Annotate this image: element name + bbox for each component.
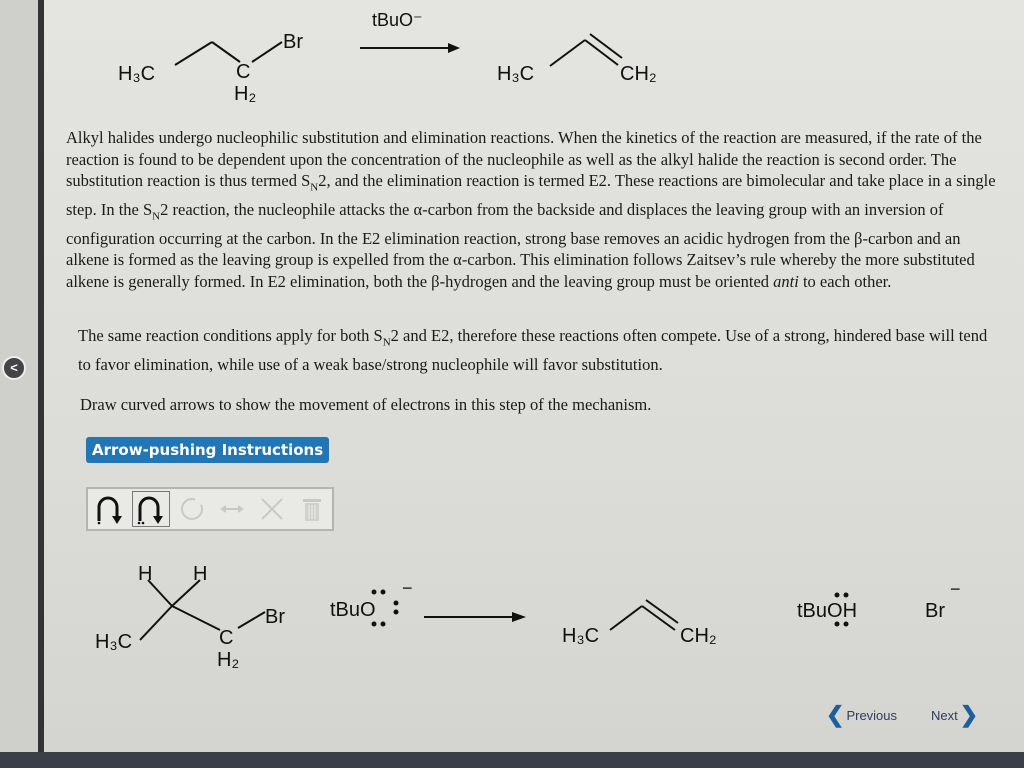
previous-button[interactable]: [826, 702, 897, 728]
double-bond: [590, 34, 622, 58]
negative-charge: −: [950, 579, 961, 599]
product-methyl-label: H₃C: [497, 63, 535, 85]
emphasis: anti: [773, 271, 799, 291]
single-electron-arrow-tool[interactable]: [92, 492, 128, 526]
carbon-h-label: H₂: [234, 83, 257, 105]
carbon-label: C: [236, 61, 251, 83]
product-ch2-label: CH₂: [680, 625, 717, 647]
text: The same reaction conditions apply for both S: [78, 326, 383, 345]
reagent-label: tBuO⁻: [372, 10, 423, 30]
next-button[interactable]: [931, 702, 978, 728]
methyl-label: H₃C: [118, 63, 156, 85]
text: 2 reaction, the nucleophile attacks the α-carbon from the backside and displaces the leaving group with an inversion of configuration occurring at the carbon. In the E2 elimination reaction, strong base removes an acidic hydrogen from the β-carbon and an alkene is formed as the leaving group is expelled from the α-carbon. This elimination follows Zaitsev’s rule whereby the more substituted alkene is generally formed. In E2 elimination, both the β-hydrogen and the leaving group must be oriented: [66, 199, 975, 291]
text: to each other.: [798, 271, 892, 291]
text: 2, and the elimination reaction is termed E2. These reactions are bimolecular and take place in a single step. In the S: [66, 171, 996, 219]
chevron-left-icon: ❮: [826, 702, 845, 727]
subscript: N: [382, 336, 391, 349]
delete-tool[interactable]: [254, 492, 290, 526]
hydrogen-label: H: [193, 563, 208, 585]
mechanism-canvas[interactable]: [0, 550, 1024, 690]
bond: [175, 42, 212, 65]
bromide-label: Br: [925, 600, 945, 622]
resonance-arrow-tool[interactable]: [214, 492, 250, 526]
rotate-tool[interactable]: [174, 492, 210, 526]
negative-charge: −: [402, 578, 413, 598]
bond: [212, 42, 240, 62]
single-electron-arrow-icon: [94, 493, 126, 525]
text: Alkyl halides undergo nucleophilic substitution and elimination reactions. When the kinetics of the reaction are measured, if the rate of the reaction is found to be dependent upon the concentration of the nucleophile as well as the alkyl halide the reaction is second order. The substitution reaction is thus termed S: [66, 128, 982, 190]
arrow-head: [448, 43, 460, 53]
bond: [238, 612, 265, 628]
methyl-label: H₃C: [95, 631, 133, 653]
screen-bezel-bottom: [0, 752, 1024, 768]
competition-paragraph: [78, 325, 993, 375]
reaction-scheme: [0, 0, 1024, 110]
rotate-icon: [176, 493, 208, 525]
task-instruction: Draw curved arrows to show the movement of electrons in this step of the mechanism.: [80, 395, 652, 414]
trash-icon: [296, 493, 328, 525]
previous-label: Previous: [846, 707, 898, 723]
product-ch2-label: CH₂: [620, 63, 657, 85]
tert-butanol-label: tBuOH: [797, 600, 858, 622]
carbon-h-label: H₂: [217, 649, 240, 671]
bond: [140, 606, 172, 640]
tert-butoxide-label[interactable]: tBuO: [330, 599, 376, 621]
bond: [610, 606, 642, 630]
bond: [172, 606, 220, 630]
resonance-arrow-icon: [216, 493, 248, 525]
bond: [550, 40, 585, 66]
arrow-head: [512, 612, 526, 622]
collapse-panel-button[interactable]: <: [2, 356, 26, 380]
product-methyl-label: H₃C: [562, 625, 600, 647]
chevron-right-icon: ❯: [959, 702, 979, 727]
subscript: N: [310, 181, 319, 194]
electron-pair-arrow-icon: [135, 493, 167, 525]
text: 2 and E2, therefore these reactions often compete. Use of a strong, hindered base will tend to favor elimination, while use of a weak base/strong nucleophile will favor substitution.: [78, 326, 988, 374]
intro-paragraph: [66, 127, 996, 292]
bromine-label: Br: [283, 31, 303, 53]
bond: [252, 42, 282, 62]
carbon-label: C: [219, 627, 234, 649]
next-label: Next: [931, 707, 958, 723]
electron-pair-arrow-tool[interactable]: [132, 491, 170, 527]
bromine-label[interactable]: Br: [265, 606, 285, 628]
x-icon: [256, 493, 288, 525]
clear-all-tool[interactable]: [294, 492, 330, 526]
subscript: N: [152, 210, 161, 223]
arrow-toolbar: [86, 487, 334, 531]
hydrogen-label: H: [138, 563, 153, 585]
arrow-pushing-instructions-button[interactable]: Arrow-pushing Instructions: [86, 437, 329, 463]
